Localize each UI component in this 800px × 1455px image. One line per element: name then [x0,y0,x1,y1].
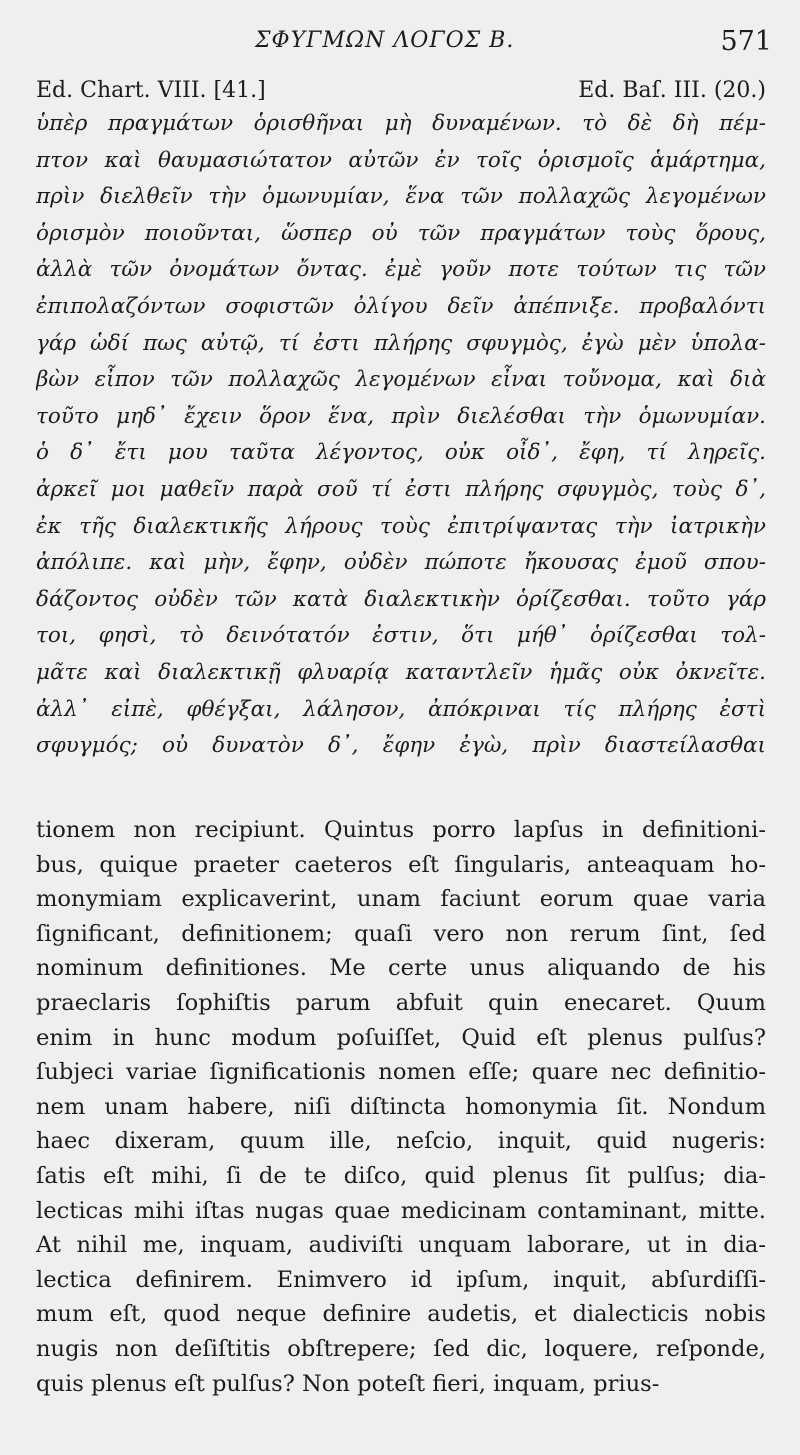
greek-line: πτον καὶ θαυμασιώτατον αὐτῶν ἐν τοῖς ὁρισμοῖς ἁμάρτημα, [36,147,766,173]
latin-line: At nihil me, inquam, audiviſti unquam laborare, ut in dia- [36,1232,766,1259]
edition-references [36,78,766,108]
latin-line: quis plenus eſt pulſus? Non poteſt fieri, inquam, prius- [36,1370,660,1397]
latin-line: enim in hunc modum poſuiſſet, Quid eſt plenus pulſus? [36,1024,766,1051]
greek-line: ἐπιπολαζόντων σοφιστῶν ὀλίγου δεῖν ἀπέπνιξε. προβαλόντι [36,293,766,319]
latin-line: mum eſt, quod neque definire audetis, et dialecticis nobis [36,1301,766,1328]
greek-line: ὑπὲρ πραγμάτων ὁρισθῆναι μὴ δυναμένων. τὸ δὲ δὴ πέμ- [36,111,766,136]
greek-line: ἀλλὰ τῶν ὀνομάτων ὄντας. ἐμὲ γοῦν ποτε τούτων τις τῶν [36,257,766,283]
greek-text-block [36,106,766,765]
latin-line: nominum definitiones. Me certe unus aliquando de his [36,955,766,982]
running-head [0,22,800,62]
greek-line: ἀλλ᾽ εἰπὲ, φθέγξαι, λάλησον, ἀπόκριναι τίς πλήρης ἐστὶ [36,696,766,722]
greek-line: σφυγμός; οὐ δυνατὸν δ᾽, ἔφην ἐγὼ, πρὶν διαστείλασθαι [36,733,766,759]
latin-line: haec dixeram, quum ille, neſcio, inquit, quid nugeris: [36,1128,766,1155]
latin-line: nugis non deſiſtitis obſtrepere; ſed dic, loquere, reſponde, [36,1335,766,1362]
greek-line: μᾶτε καὶ διαλεκτικῇ φλυαρίᾳ καταντλεῖν ἡμᾶς οὐκ ὀκνεῖτε. [36,659,766,685]
edition-ref-basel: Ed. Baſ. III. (20.) [578,78,766,103]
latin-line: lecticas mihi iſtas nugas quae medicinam contaminant, mitte. [36,1197,766,1224]
greek-line: ἀρκεῖ μοι μαθεῖν παρὰ σοῦ τί ἐστι πλήρης σφυγμὸς, τοὺς δ᾽, [36,476,766,502]
latin-line: ſubjeci variae ſignificationis nomen eſſe; quare nec definitio- [36,1059,766,1086]
greek-line: ἐκ τῆς διαλεκτικῆς λήρους τοὺς ἐπιτρίψαντας τὴν ἰατρικὴν [36,513,766,539]
latin-line: lectica definirem. Enimvero id ipſum, inquit, abſurdiſſi- [36,1266,766,1293]
edition-ref-chartier: Ed. Chart. VIII. [41.] [36,78,266,103]
greek-line: τοῦτο μηδ᾽ ἔχειν ὅρον ἕνα, πρὶν διελέσθαι τὴν ὁμωνυμίαν. [36,403,766,429]
latin-line: nem unam habere, niſi diſtincta homonymia ſit. Nondum [36,1093,766,1120]
latin-line: monymiam explicaverint, unam faciunt eorum quae varia [36,886,766,913]
latin-line: ſatis eſt mihi, ſi de te diſco, quid plenus ſit pulſus; dia- [36,1162,766,1189]
latin-line: tionem non recipiunt. Quintus porro lapſus in definitioni- [36,817,766,843]
greek-line: ὁ δ᾽ ἔτι μου ταῦτα λέγοντος, οὐκ οἶδ᾽, ἔφη, τί ληρεῖς. [36,440,766,466]
greek-line: δάζοντος οὐδὲν τῶν κατὰ διαλεκτικὴν ὁρίζεσθαι. τοῦτο γάρ [36,586,766,612]
greek-line: τοι, φησὶ, τὸ δεινότατόν ἐστιν, ὅτι μήθ᾽ ὁρίζεσθαι τολ- [36,623,766,649]
greek-line: ἀπόλιπε. καὶ μὴν, ἔφην, οὐδὲν πώποτε ἤκουσας ἐμοῦ σπου- [36,550,766,576]
greek-line: πρὶν διελθεῖν τὴν ὁμωνυμίαν, ἕνα τῶν πολλαχῶς λεγομένων [36,184,766,210]
greek-line: βὼν εἶπον τῶν πολλαχῶς λεγομένων εἶναι τοὔνομα, καὶ διὰ [36,367,766,393]
latin-text-block [36,813,766,1401]
greek-line: γάρ ὡδί πως αὐτῷ, τί ἐστι πλήρης σφυγμὸς, ἐγὼ μὲν ὑπολα- [36,330,766,356]
latin-line: bus, quique praeter caeteros eſt ſingularis, anteaquam ho- [36,851,766,878]
latin-line: praeclaris ſophiſtis parum abfuit quin enecaret. Quum [36,989,766,1016]
running-head-title: ΣΦΥΓΜΩΝ ΛΟΓΟΣ Β. [255,28,515,53]
page-number: 571 [720,26,772,57]
latin-line: ſignificant, definitionem; quaſi vero non rerum ſint, ſed [36,920,766,947]
greek-line: ὁρισμὸν ποιοῦνται, ὥσπερ οὐ τῶν πραγμάτων τοὺς ὅρους, [36,220,766,246]
